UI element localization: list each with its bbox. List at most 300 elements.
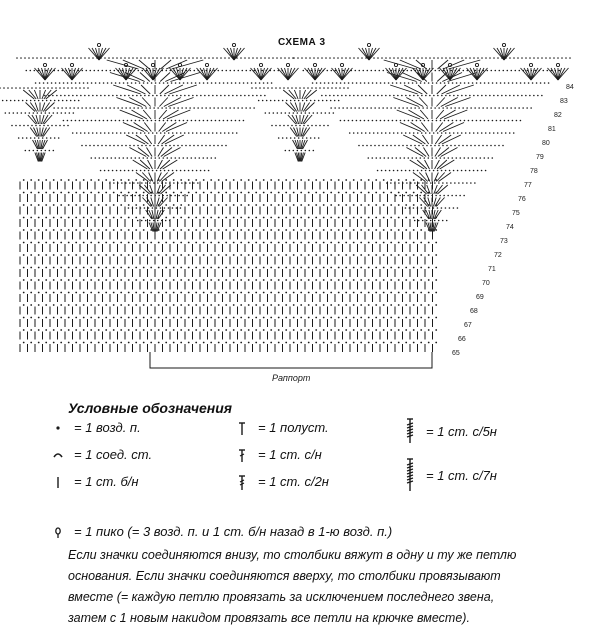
chain-stitch-icon <box>129 107 131 109</box>
chain-stitch-icon <box>165 267 167 269</box>
chain-stitch-icon <box>420 329 422 331</box>
chain-stitch-icon <box>108 132 110 134</box>
chain-stitch-icon <box>135 242 137 244</box>
chain-stitch-icon <box>90 292 92 294</box>
chain-stitch-icon <box>492 120 494 122</box>
chain-stitch-icon <box>448 120 450 122</box>
chain-stitch-icon <box>188 254 190 256</box>
chain-stitch-icon <box>135 192 137 194</box>
chain-stitch-icon <box>158 292 160 294</box>
chain-stitch-icon <box>188 229 190 231</box>
chain-stitch-icon <box>485 95 487 97</box>
chain-stitch-icon <box>449 207 451 209</box>
chain-stitch-icon <box>362 107 364 109</box>
chain-stitch-icon <box>368 242 370 244</box>
chain-stitch-icon <box>160 95 162 97</box>
chain-stitch-icon <box>263 242 265 244</box>
chain-stitch-icon <box>328 82 330 84</box>
chain-stitch-icon <box>401 57 403 59</box>
row-number: 68 <box>470 308 478 315</box>
chain-stitch-icon <box>9 112 11 114</box>
chain-stitch-icon <box>360 279 362 281</box>
chain-stitch-icon <box>455 157 457 159</box>
chain-stitch-icon <box>143 279 145 281</box>
chain-stitch-icon <box>128 242 130 244</box>
chain-stitch-icon <box>315 192 317 194</box>
chain-stitch-icon <box>375 317 377 319</box>
chain-stitch-icon <box>38 137 40 139</box>
chain-stitch-icon <box>449 170 451 172</box>
chain-stitch-icon <box>389 170 391 172</box>
note-line-4: затем с 1 новым накидом провязать все петли на крючке вместе). <box>68 611 470 625</box>
chain-stitch-icon <box>240 292 242 294</box>
chain-stitch-icon <box>353 192 355 194</box>
chain-stitch-icon <box>487 157 489 159</box>
chain-stitch-icon <box>466 182 468 184</box>
chain-stitch-icon <box>59 125 61 127</box>
chain-stitch-icon <box>461 57 463 59</box>
chain-stitch-icon <box>103 120 105 122</box>
chain-stitch-icon <box>79 82 81 84</box>
row-number: 74 <box>506 224 514 231</box>
chain-stitch-icon <box>173 317 175 319</box>
chain-stitch-icon <box>183 120 185 122</box>
chain-stitch-icon <box>195 329 197 331</box>
chain-stitch-icon <box>398 107 400 109</box>
chain-stitch-icon <box>177 182 179 184</box>
chain-stitch-icon <box>425 170 427 172</box>
chain-stitch-icon <box>156 95 158 97</box>
chain-stitch-icon <box>323 87 325 89</box>
chain-stitch-icon <box>450 182 452 184</box>
chain-stitch-icon <box>427 157 429 159</box>
chain-stitch-icon <box>435 242 437 244</box>
chain-stitch-icon <box>375 157 377 159</box>
chain-stitch-icon <box>392 120 394 122</box>
chain-stitch-icon <box>201 107 203 109</box>
chain-stitch-icon <box>29 70 31 72</box>
chain-stitch-icon <box>63 87 65 89</box>
chain-stitch-icon <box>68 317 70 319</box>
chain-stitch-icon <box>390 204 392 206</box>
chain-stitch-icon <box>338 179 340 181</box>
chain-stitch-icon <box>241 70 243 72</box>
chain-stitch-icon <box>53 242 55 244</box>
chain-stitch-icon <box>516 82 518 84</box>
chain-stitch-icon <box>318 137 320 139</box>
chain-stitch-icon <box>353 204 355 206</box>
chain-stitch-icon <box>210 179 212 181</box>
chain-stitch-icon <box>148 132 150 134</box>
chain-stitch-icon <box>59 87 61 89</box>
chain-stitch-icon <box>393 132 395 134</box>
chain-stitch-icon <box>314 137 316 139</box>
chain-stitch-icon <box>6 100 8 102</box>
chain-stitch-icon <box>310 137 312 139</box>
chain-stitch-icon <box>173 267 175 269</box>
chain-stitch-icon <box>358 70 360 72</box>
chain-stitch-icon <box>80 95 82 97</box>
chain-stitch-icon <box>233 304 235 306</box>
chain-stitch-icon <box>30 204 32 206</box>
chain-stitch-icon <box>528 82 530 84</box>
chain-stitch-icon <box>360 204 362 206</box>
chain-stitch-icon <box>248 57 250 59</box>
chain-stitch-icon <box>300 192 302 194</box>
chain-stitch-icon <box>124 132 126 134</box>
chain-stitch-icon <box>37 112 39 114</box>
chain-stitch-icon <box>373 95 375 97</box>
chain-stitch-icon <box>83 267 85 269</box>
row-number: 76 <box>518 196 526 203</box>
chain-stitch-icon <box>161 182 163 184</box>
chain-stitch-icon <box>474 145 476 147</box>
chain-stitch-icon <box>199 120 201 122</box>
chain-stitch-icon <box>330 329 332 331</box>
chain-stitch-icon <box>23 242 25 244</box>
chain-stitch-icon <box>248 204 250 206</box>
chain-stitch-icon <box>136 57 138 59</box>
chain-stitch-icon <box>45 217 47 219</box>
chain-stitch-icon <box>390 292 392 294</box>
chain-stitch-icon <box>368 304 370 306</box>
chain-stitch-icon <box>120 254 122 256</box>
chain-stitch-icon <box>318 100 320 102</box>
chain-stitch-icon <box>83 204 85 206</box>
chain-stitch-icon <box>374 70 376 72</box>
chain-stitch-icon <box>323 279 325 281</box>
chain-stitch-icon <box>220 132 222 134</box>
chain-stitch-icon <box>31 87 33 89</box>
chain-stitch-icon <box>412 82 414 84</box>
chain-stitch-icon <box>402 182 404 184</box>
chain-stitch-icon <box>315 329 317 331</box>
chain-stitch-icon <box>390 179 392 181</box>
chain-stitch-icon <box>356 82 358 84</box>
chain-stitch-icon <box>428 82 430 84</box>
chain-stitch-icon <box>133 182 135 184</box>
chain-stitch-icon <box>119 82 121 84</box>
chain-stitch-icon <box>368 279 370 281</box>
chain-stitch-icon <box>432 120 434 122</box>
chain-stitch-icon <box>45 112 47 114</box>
chain-stitch-icon <box>225 317 227 319</box>
chain-stitch-icon <box>466 145 468 147</box>
chain-stitch-icon <box>317 112 319 114</box>
chain-stitch-icon <box>233 342 235 344</box>
chain-stitch-icon <box>420 120 422 122</box>
chain-stitch-icon <box>120 317 122 319</box>
chain-stitch-icon <box>141 220 143 222</box>
chain-stitch-icon <box>374 107 376 109</box>
chain-stitch-icon <box>2 100 4 102</box>
chain-stitch-icon <box>446 220 448 222</box>
chain-stitch-icon <box>118 157 120 159</box>
chain-stitch-icon <box>182 157 184 159</box>
chain-stitch-icon <box>122 195 124 197</box>
chain-stitch-icon <box>400 120 402 122</box>
chain-stitch-icon <box>141 70 143 72</box>
chain-stitch-icon <box>144 132 146 134</box>
note-line-2: основания. Если значки соединяются вверху, то столбики провязывают <box>68 569 501 583</box>
chain-stitch-icon <box>340 120 342 122</box>
chain-stitch-icon <box>465 170 467 172</box>
chain-stitch-icon <box>440 120 442 122</box>
chain-stitch-icon <box>360 82 362 84</box>
chain-stitch-icon <box>461 95 463 97</box>
chain-stitch-icon <box>420 267 422 269</box>
chain-stitch-icon <box>98 157 100 159</box>
chain-stitch-icon <box>411 195 413 197</box>
chain-stitch-icon <box>501 95 503 97</box>
chain-stitch-icon <box>38 292 40 294</box>
chain-stitch-icon <box>451 195 453 197</box>
chain-stitch-icon <box>506 107 508 109</box>
chain-stitch-icon <box>90 267 92 269</box>
chain-stitch-icon <box>88 95 90 97</box>
chain-stitch-icon <box>437 132 439 134</box>
chain-stitch-icon <box>143 317 145 319</box>
chain-stitch-icon <box>278 192 280 194</box>
chain-stitch-icon <box>60 304 62 306</box>
chain-stitch-icon <box>500 82 502 84</box>
chain-stitch-icon <box>60 329 62 331</box>
chain-stitch-icon <box>446 182 448 184</box>
chain-stitch-icon <box>142 195 144 197</box>
chain-stitch-icon <box>60 57 62 59</box>
chain-stitch-icon <box>23 279 25 281</box>
chain-stitch-icon <box>208 132 210 134</box>
chain-stitch-icon <box>413 170 415 172</box>
chain-stitch-icon <box>99 120 101 122</box>
chain-stitch-icon <box>381 132 383 134</box>
chain-stitch-icon <box>338 329 340 331</box>
chain-stitch-icon <box>413 242 415 244</box>
chain-stitch-icon <box>153 107 155 109</box>
chain-stitch-icon <box>180 267 182 269</box>
chain-stitch-icon <box>397 95 399 97</box>
chain-stitch-icon <box>285 292 287 294</box>
chain-stitch-icon <box>377 170 379 172</box>
chain-stitch-icon <box>349 132 351 134</box>
chain-stitch-icon <box>98 254 100 256</box>
chain-stitch-icon <box>405 207 407 209</box>
chain-stitch-icon <box>255 87 257 89</box>
chain-stitch-icon <box>464 120 466 122</box>
chain-stitch-icon <box>308 192 310 194</box>
chain-stitch-icon <box>150 329 152 331</box>
chain-stitch-icon <box>30 137 32 139</box>
chain-stitch-icon <box>120 329 122 331</box>
chain-stitch-icon <box>120 95 122 97</box>
chain-stitch-icon <box>389 95 391 97</box>
chain-stitch-icon <box>197 145 199 147</box>
chain-stitch-icon <box>45 342 47 344</box>
chain-stitch-icon <box>390 279 392 281</box>
chain-stitch-icon <box>53 217 55 219</box>
chain-stitch-icon <box>68 279 70 281</box>
chain-stitch-icon <box>477 170 479 172</box>
chain-stitch-icon <box>158 254 160 256</box>
chain-stitch-icon <box>185 145 187 147</box>
chain-stitch-icon <box>263 304 265 306</box>
chain-stitch-icon <box>203 254 205 256</box>
chain-stitch-icon <box>415 157 417 159</box>
chain-stitch-icon <box>323 229 325 231</box>
row-number: 66 <box>458 336 466 343</box>
chain-stitch-icon <box>53 229 55 231</box>
chain-stitch-icon <box>472 82 474 84</box>
chain-stitch-icon <box>191 82 193 84</box>
chain-stitch-icon <box>240 304 242 306</box>
chain-stitch-icon <box>278 137 280 139</box>
chain-stitch-icon <box>78 100 80 102</box>
legend-item-7wrap <box>404 458 574 492</box>
chain-stitch-icon <box>508 82 510 84</box>
chain-stitch-icon <box>422 107 424 109</box>
chain-stitch-icon <box>161 107 163 109</box>
chain-stitch-icon <box>383 304 385 306</box>
chain-stitch-icon <box>51 125 53 127</box>
chain-stitch-icon <box>173 204 175 206</box>
chain-stitch-icon <box>165 254 167 256</box>
chain-stitch-icon <box>223 82 225 84</box>
chain-stitch-icon <box>120 292 122 294</box>
chain-stitch-icon <box>263 267 265 269</box>
chain-stitch-icon <box>83 304 85 306</box>
chain-stitch-icon <box>180 242 182 244</box>
chain-stitch-icon <box>457 57 459 59</box>
chain-stitch-icon <box>53 329 55 331</box>
chain-stitch-icon <box>195 342 197 344</box>
chain-stitch-icon <box>108 95 110 97</box>
chain-stitch-icon <box>173 242 175 244</box>
chain-stitch-icon <box>143 120 145 122</box>
chain-stitch-icon <box>334 107 336 109</box>
chain-stitch-icon <box>441 57 443 59</box>
chain-stitch-icon <box>315 279 317 281</box>
chain-stitch-icon <box>75 279 77 281</box>
chain-stitch-icon <box>189 182 191 184</box>
picot-icon <box>151 63 154 66</box>
chain-stitch-icon <box>536 82 538 84</box>
chain-stitch-icon <box>459 157 461 159</box>
chain-stitch-icon <box>385 95 387 97</box>
chain-stitch-icon <box>459 195 461 197</box>
chain-stitch-icon <box>338 100 340 102</box>
chain-stitch-icon <box>315 292 317 294</box>
chain-stitch-icon <box>395 157 397 159</box>
chain-stitch-icon <box>136 95 138 97</box>
chain-stitch-icon <box>341 95 343 97</box>
chain-stitch-icon <box>263 317 265 319</box>
repeat-bracket <box>150 352 432 383</box>
chain-stitch-icon <box>113 342 115 344</box>
chain-stitch-icon <box>146 157 148 159</box>
chain-stitch-icon <box>173 192 175 194</box>
chain-stitch-icon <box>203 217 205 219</box>
chain-stitch-icon <box>200 57 202 59</box>
chain-stitch-icon <box>84 57 86 59</box>
chain-stitch-icon <box>98 192 100 194</box>
chain-stitch-icon <box>165 217 167 219</box>
chain-stitch-icon <box>53 107 55 109</box>
chain-stitch-icon <box>228 95 230 97</box>
chain-stitch-icon <box>383 192 385 194</box>
chain-stitch-icon <box>122 157 124 159</box>
chain-stitch-icon <box>390 229 392 231</box>
chain-stitch-icon <box>435 229 437 231</box>
chain-stitch-icon <box>37 150 39 152</box>
chain-stitch-icon <box>360 217 362 219</box>
chain-stitch-icon <box>50 100 52 102</box>
chain-stitch-icon <box>337 95 339 97</box>
chain-stitch-icon <box>90 254 92 256</box>
chain-stitch-icon <box>391 157 393 159</box>
chain-stitch-icon <box>60 192 62 194</box>
chain-stitch-icon <box>338 304 340 306</box>
chain-stitch-icon <box>468 82 470 84</box>
chain-stitch-icon <box>113 179 115 181</box>
chain-stitch-icon <box>513 95 515 97</box>
chain-stitch-icon <box>39 125 41 127</box>
chain-stitch-icon <box>178 157 180 159</box>
chain-stitch-icon <box>50 137 52 139</box>
chain-stitch-icon <box>128 292 130 294</box>
chain-stitch-icon <box>23 229 25 231</box>
chain-stitch-icon <box>210 242 212 244</box>
chain-stitch-icon <box>233 179 235 181</box>
chain-stitch-icon <box>87 120 89 122</box>
chain-stitch-icon <box>390 329 392 331</box>
chain-stitch-icon <box>323 292 325 294</box>
chain-stitch-icon <box>494 70 496 72</box>
chain-stitch-icon <box>23 87 25 89</box>
chain-stitch-icon <box>105 342 107 344</box>
picot-icon <box>178 63 181 66</box>
chain-stitch-icon <box>120 242 122 244</box>
picot-icon <box>367 43 370 46</box>
chain-stitch-icon <box>113 292 115 294</box>
chain-stitch-icon <box>109 145 111 147</box>
chain-stitch-icon <box>433 132 435 134</box>
chain-stitch-icon <box>434 182 436 184</box>
chain-stitch-icon <box>457 132 459 134</box>
chain-stitch-icon <box>377 57 379 59</box>
chain-stitch-icon <box>136 207 138 209</box>
chain-stitch-icon <box>90 229 92 231</box>
chain-stitch-icon <box>195 267 197 269</box>
chain-stitch-icon <box>375 179 377 181</box>
chain-stitch-icon <box>177 107 179 109</box>
chain-stitch-icon <box>425 207 427 209</box>
chain-stitch-icon <box>394 145 396 147</box>
chain-stitch-icon <box>23 292 25 294</box>
chain-stitch-icon <box>43 125 45 127</box>
chain-stitch-icon <box>147 82 149 84</box>
chain-stitch-icon <box>53 204 55 206</box>
chain-stitch-icon <box>512 82 514 84</box>
chain-stitch-icon <box>308 329 310 331</box>
treble-crochet-icon <box>65 68 72 80</box>
chain-stitch-icon <box>225 192 227 194</box>
chain-stitch-icon <box>500 120 502 122</box>
chain-stitch-icon <box>481 95 483 97</box>
chain-stitch-icon <box>113 217 115 219</box>
chain-stitch-icon <box>213 107 215 109</box>
chain-stitch-icon <box>209 107 211 109</box>
chain-stitch-icon <box>514 107 516 109</box>
